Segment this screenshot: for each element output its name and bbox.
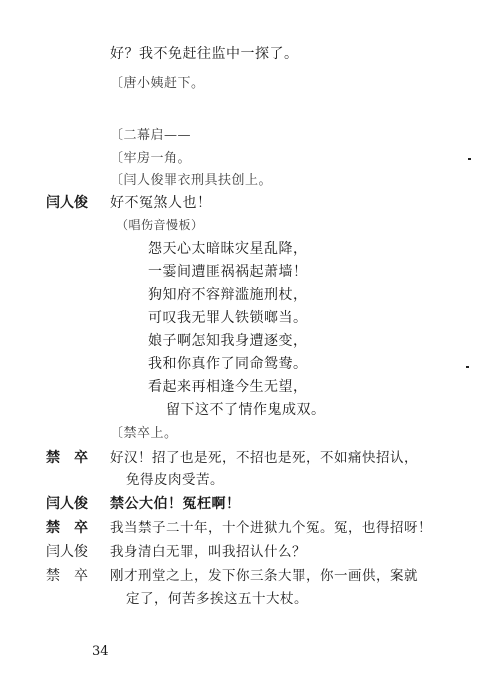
verse-line: 我和你真作了同命鸳鸯。	[148, 356, 308, 372]
speaker-name: 禁 卒	[46, 450, 88, 466]
singing-instruction: （唱伤音慢板）	[116, 218, 204, 232]
dialogue-line: 好？我不免赶往监中一探了。	[110, 46, 299, 62]
page-number: 34	[92, 644, 109, 659]
verse-line: 怨天心太暗昧灾星乱降，	[148, 241, 308, 257]
dialogue-line: 定了，何苦多挨这五十大杖。	[126, 591, 308, 607]
scan-speck	[468, 158, 471, 160]
dialogue-line: 我当禁子二十年，十个进狱九个冤。冤，也得招呀！	[110, 520, 432, 536]
dialogue-line: 好不冤煞人也！	[110, 195, 212, 211]
verse-line: 看起来再相逢今生无望，	[148, 379, 308, 395]
stage-direction: 〔闫人俊罪衣刑具扶创上。	[110, 173, 273, 188]
speaker-name: 禁 卒	[46, 520, 88, 536]
stage-direction: 〔唐小姨赶下。	[110, 76, 205, 91]
dialogue-line: 免得皮肉受苦。	[126, 472, 224, 488]
speaker-name: 禁 卒	[46, 568, 88, 584]
dialogue-line: 禁公大伯！冤枉啊！	[110, 496, 241, 512]
verse-line: 娘子啊怎知我身遭逐变，	[148, 333, 308, 349]
verse-line: 狗知府不容辩滥施刑杖，	[148, 287, 308, 303]
scan-speck	[466, 366, 469, 368]
speaker-name: 闫人俊	[46, 544, 88, 560]
stage-direction: 〔牢房一角。	[110, 151, 192, 166]
speaker-name: 闫人俊	[46, 195, 88, 211]
dialogue-line: 好汉！招了也是死，不招也是死，不如痛快招认，	[110, 450, 418, 466]
stage-direction: 〔二幕启——	[110, 128, 192, 143]
stage-direction: 〔禁卒上。	[110, 426, 178, 441]
verse-line: 留下这不了情作鬼成双。	[166, 402, 326, 418]
dialogue-line: 我身清白无罪，叫我招认什么？	[110, 544, 306, 560]
dialogue-line: 刚才刑堂之上，发下你三条大罪，你一画供，案就	[110, 568, 418, 584]
verse-line: 一霎间遭匪祸祸起萧墙！	[148, 264, 308, 280]
verse-line: 可叹我无罪人铁锁啷当。	[148, 310, 308, 326]
speaker-name: 闫人俊	[46, 496, 88, 512]
